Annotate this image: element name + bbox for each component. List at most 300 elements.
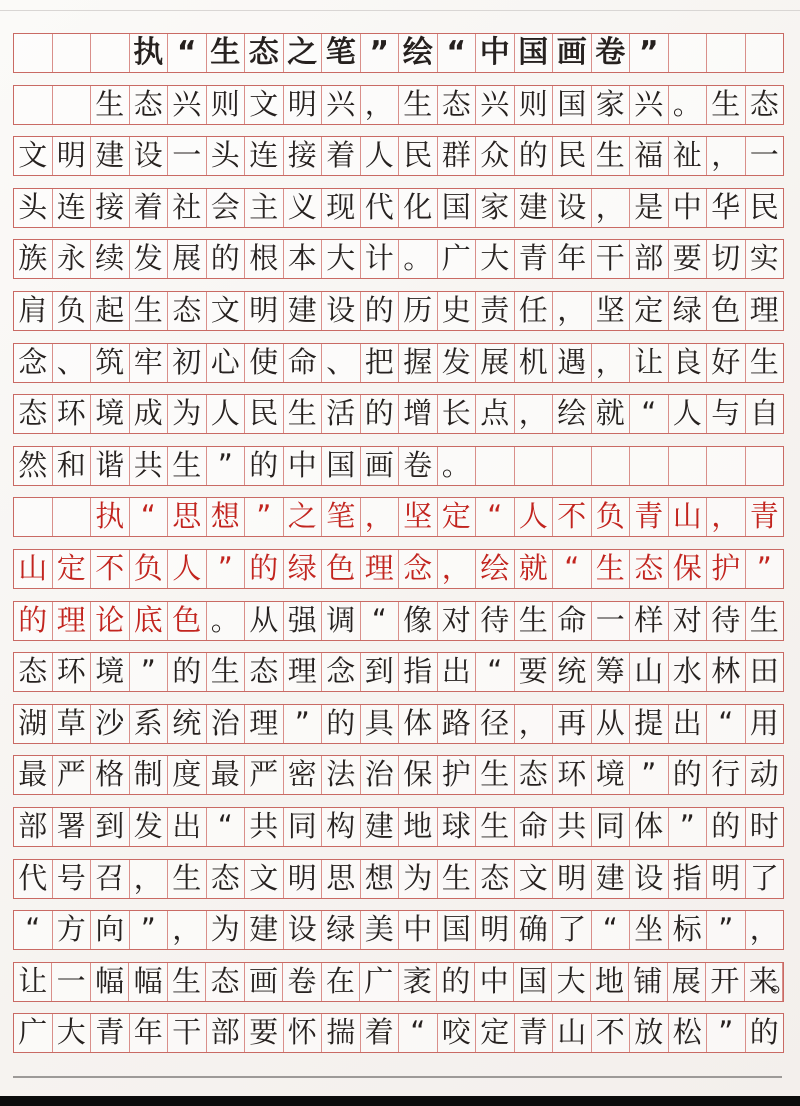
- char-cell: 人: [207, 395, 246, 433]
- char-cell: 想: [361, 860, 400, 898]
- char-cell: 根: [245, 240, 284, 278]
- char-cell: ，: [515, 705, 554, 743]
- char-cell: 的: [515, 137, 554, 175]
- char-cell: 咬: [438, 1014, 477, 1052]
- char-cell: 起: [91, 292, 130, 330]
- char-cell: 卷: [283, 963, 321, 1001]
- char-cell: ，: [361, 86, 400, 124]
- char-cell: 青: [749, 499, 779, 534]
- empty-cell: [53, 34, 92, 72]
- char-cell: 接: [91, 189, 130, 227]
- char-cell: 幅: [91, 963, 129, 1001]
- char-cell: 现: [322, 189, 361, 227]
- char-cell: “: [707, 705, 746, 743]
- empty-cell: [746, 34, 784, 72]
- char-cell: 计: [361, 240, 400, 278]
- char-cell: 绘: [476, 550, 515, 588]
- char-cell: 生: [476, 756, 515, 794]
- char-cell: 握: [399, 344, 438, 382]
- char-cell: 色: [168, 602, 207, 640]
- char-cell: “: [207, 808, 246, 846]
- char-cell: 家: [592, 86, 631, 124]
- char-cell: 从: [592, 705, 631, 743]
- char-cell: 中: [475, 963, 513, 1001]
- char-cell: 制: [130, 756, 169, 794]
- char-cell: 地: [591, 963, 629, 1001]
- char-cell: 指: [399, 653, 438, 691]
- char-cell: 要: [245, 1014, 284, 1052]
- char-cell: 理: [749, 292, 779, 327]
- char-cell: “: [130, 498, 169, 536]
- empty-cell: [476, 447, 515, 485]
- char-cell: 青: [515, 240, 554, 278]
- char-cell: 署: [53, 808, 92, 846]
- char-cell: 是: [630, 189, 669, 227]
- char-cell: 放: [630, 1014, 669, 1052]
- char-cell: 心: [207, 344, 246, 382]
- char-cell: 不: [91, 550, 130, 588]
- empty-cell: [91, 34, 130, 72]
- char-cell: 论: [91, 602, 130, 640]
- char-cell: 生: [749, 344, 779, 379]
- char-cell: ”: [130, 653, 169, 691]
- char-cell: 设: [322, 292, 361, 330]
- char-grid: [13, 33, 799, 1065]
- char-cell: 同: [284, 808, 323, 846]
- char-cell: 。: [207, 602, 246, 640]
- essay-row: [13, 136, 784, 176]
- char-cell: 的: [14, 602, 53, 640]
- empty-cell: [746, 447, 784, 485]
- char-cell: 着: [361, 1014, 400, 1052]
- char-cell: 和: [53, 447, 92, 485]
- char-cell: 大: [476, 240, 515, 278]
- char-cell: 负: [130, 550, 169, 588]
- char-cell: 球: [438, 808, 477, 846]
- char-cell: 干: [168, 1014, 207, 1052]
- char-cell: ，: [707, 137, 746, 175]
- char-cell: 生: [207, 653, 246, 691]
- empty-cell: [592, 447, 631, 485]
- char-cell: 态: [14, 653, 53, 691]
- char-cell: 沙: [91, 705, 130, 743]
- essay-row: [13, 755, 784, 795]
- char-cell: 动: [749, 757, 779, 792]
- char-cell: 的: [168, 653, 207, 691]
- char-cell: 生: [168, 447, 207, 485]
- char-cell: 环: [53, 653, 92, 691]
- char-cell: 田: [749, 654, 779, 689]
- essay-row: [13, 1013, 784, 1053]
- char-cell: 建: [592, 860, 631, 898]
- char-cell: 绘: [399, 34, 438, 72]
- char-cell: 绿: [284, 550, 323, 588]
- char-cell: 理: [284, 653, 323, 691]
- char-cell: 卷: [592, 34, 631, 72]
- char-cell: 确: [515, 911, 554, 949]
- char-cell: “: [168, 34, 207, 72]
- char-cell: 态: [245, 34, 284, 72]
- char-cell: 具: [361, 705, 400, 743]
- char-cell: 初: [168, 344, 207, 382]
- char-cell: 就: [592, 395, 631, 433]
- char-cell: 展: [668, 963, 706, 1001]
- char-cell: 态: [168, 292, 207, 330]
- char-cell: 出: [438, 653, 477, 691]
- char-cell: 态: [130, 86, 169, 124]
- char-cell: 路: [438, 705, 477, 743]
- char-cell: 一: [52, 963, 90, 1001]
- char-cell: 不: [592, 1014, 631, 1052]
- char-cell: 生: [592, 550, 631, 588]
- char-cell: 明: [707, 860, 746, 898]
- char-cell: 保: [669, 550, 708, 588]
- empty-cell: [53, 86, 92, 124]
- empty-cell: [707, 34, 746, 72]
- char-cell: 遇: [553, 344, 592, 382]
- char-cell: 念: [399, 550, 438, 588]
- char-cell: “: [592, 911, 631, 949]
- essay-row: [13, 859, 784, 899]
- char-cell: “: [476, 653, 515, 691]
- char-cell: 建: [284, 292, 323, 330]
- char-cell: 的: [322, 705, 361, 743]
- char-cell: 明: [476, 911, 515, 949]
- char-cell: ”: [361, 34, 400, 72]
- char-cell: 念: [322, 653, 361, 691]
- char-cell: 从: [245, 602, 284, 640]
- char-cell: 续: [91, 240, 130, 278]
- char-cell: 态: [438, 86, 477, 124]
- char-cell: 年: [553, 240, 592, 278]
- char-cell: 共: [553, 808, 592, 846]
- char-cell: ”: [245, 498, 284, 536]
- char-cell: 的: [669, 756, 708, 794]
- char-cell: 明: [53, 137, 92, 175]
- char-cell: 定: [438, 498, 477, 536]
- char-cell: 接: [284, 137, 323, 175]
- char-cell: 文: [515, 860, 554, 898]
- char-cell: 民: [245, 395, 284, 433]
- char-cell: 部: [630, 240, 669, 278]
- char-cell: 肩: [14, 292, 53, 330]
- char-cell: 林: [707, 653, 746, 691]
- char-cell: 头: [14, 189, 53, 227]
- char-cell: 态: [207, 860, 246, 898]
- empty-cell: [707, 447, 746, 485]
- char-cell: 中: [399, 911, 438, 949]
- char-cell: 建: [245, 911, 284, 949]
- char-cell: 人: [361, 137, 400, 175]
- char-cell: 实: [749, 241, 779, 276]
- char-cell: “: [361, 602, 400, 640]
- essay-row: [13, 188, 784, 228]
- char-cell: 发: [130, 808, 169, 846]
- char-cell: 兴: [476, 86, 515, 124]
- char-cell: “: [630, 395, 669, 433]
- char-cell: 设: [553, 189, 592, 227]
- char-cell: ”: [284, 705, 323, 743]
- char-cell: 态: [515, 756, 554, 794]
- char-cell: 大: [552, 963, 590, 1001]
- char-cell: 命: [284, 344, 323, 382]
- essay-row: [13, 601, 784, 641]
- char-cell: 谐: [91, 447, 130, 485]
- essay-row: [13, 85, 784, 125]
- char-cell: 严: [53, 756, 92, 794]
- char-cell: 生: [284, 395, 323, 433]
- char-cell: 着: [130, 189, 169, 227]
- char-cell: 色: [707, 292, 746, 330]
- char-cell: 明: [284, 860, 323, 898]
- char-cell: 文: [14, 137, 53, 175]
- essay-title-row: [13, 33, 784, 73]
- char-cell: 干: [592, 240, 631, 278]
- char-cell: 构: [322, 808, 361, 846]
- char-cell: 本: [284, 240, 323, 278]
- char-cell: 年: [130, 1014, 169, 1052]
- char-cell: ”: [707, 1014, 746, 1052]
- char-cell: 、: [322, 344, 361, 382]
- char-cell: 方: [53, 911, 92, 949]
- char-cell: 到: [361, 653, 400, 691]
- char-cell: 国: [553, 86, 592, 124]
- char-cell: 生: [515, 602, 554, 640]
- char-cell: 中: [284, 447, 323, 485]
- char-cell: 文: [245, 860, 284, 898]
- char-cell: 。: [399, 240, 438, 278]
- char-cell: 代: [361, 189, 400, 227]
- photo-top-crease-line: [0, 10, 800, 11]
- char-cell: 湖: [14, 705, 53, 743]
- char-cell: 生: [749, 602, 779, 637]
- char-cell: 兴: [168, 86, 207, 124]
- char-cell: 理: [361, 550, 400, 588]
- char-cell: “: [399, 1014, 438, 1052]
- char-cell: 治: [361, 756, 400, 794]
- char-cell: ”: [756, 550, 772, 585]
- char-cell: 生: [399, 86, 438, 124]
- char-cell: “: [14, 911, 53, 949]
- essay-row: [13, 704, 784, 744]
- char-cell: 不: [553, 498, 592, 536]
- char-cell: 坚: [592, 292, 631, 330]
- char-cell: 命: [515, 808, 554, 846]
- char-cell: ，: [553, 292, 592, 330]
- char-cell: 护: [438, 756, 477, 794]
- char-cell: ”: [669, 808, 708, 846]
- char-cell: 祉: [669, 137, 708, 175]
- char-cell: 环: [553, 756, 592, 794]
- char-cell: 生: [707, 86, 746, 124]
- char-cell: 兴: [630, 86, 669, 124]
- essay-row: [13, 239, 784, 279]
- char-cell: ”: [707, 911, 746, 949]
- char-cell: 发: [438, 344, 477, 382]
- empty-cell: [669, 34, 708, 72]
- char-cell: 连: [245, 137, 284, 175]
- char-cell: 明: [553, 860, 592, 898]
- char-cell: 永: [53, 240, 92, 278]
- char-cell: 的: [207, 240, 246, 278]
- char-cell: 最: [14, 756, 53, 794]
- char-cell: 人: [515, 498, 554, 536]
- char-cell: 径: [476, 705, 515, 743]
- char-cell: 态: [476, 860, 515, 898]
- char-cell: 青: [91, 1014, 130, 1052]
- char-cell: 再: [553, 705, 592, 743]
- page-bottom-rule-line: [13, 1076, 782, 1078]
- char-cell: 态: [14, 395, 53, 433]
- char-cell: 建: [91, 137, 130, 175]
- char-cell: 执: [130, 34, 169, 72]
- char-cell: 中: [476, 34, 515, 72]
- char-cell: 护: [707, 550, 746, 588]
- char-cell: 法: [322, 756, 361, 794]
- char-cell: 生: [91, 86, 130, 124]
- char-cell: 同: [592, 808, 631, 846]
- char-cell: ，: [168, 911, 207, 949]
- char-cell: 展: [476, 344, 515, 382]
- char-cell: 生: [592, 137, 631, 175]
- char-cell: 对: [438, 602, 477, 640]
- char-cell: 调: [322, 602, 361, 640]
- char-cell: 境: [592, 756, 631, 794]
- char-cell: 福: [630, 137, 669, 175]
- char-cell: 之: [284, 498, 323, 536]
- char-cell: 的: [245, 550, 284, 588]
- char-cell: 的: [361, 292, 400, 330]
- char-cell: 生: [130, 292, 169, 330]
- char-cell: 民: [399, 137, 438, 175]
- char-cell: 人: [168, 550, 207, 588]
- essay-row: [13, 807, 784, 847]
- char-cell: 格: [91, 756, 130, 794]
- char-cell: 中: [669, 189, 708, 227]
- char-cell: 让: [630, 344, 669, 382]
- char-cell: 设: [630, 860, 669, 898]
- char-cell: 密: [284, 756, 323, 794]
- essay-row: [13, 910, 784, 950]
- char-cell: ，: [707, 498, 746, 536]
- char-cell: 念: [14, 344, 53, 382]
- char-cell: 为: [168, 395, 207, 433]
- char-cell: 主: [245, 189, 284, 227]
- char-cell: 到: [91, 808, 130, 846]
- char-cell: 然: [14, 447, 53, 485]
- char-cell: 标: [669, 911, 708, 949]
- char-cell: 华: [707, 189, 746, 227]
- char-cell: 。: [669, 86, 708, 124]
- char-cell: ，: [749, 912, 779, 947]
- empty-cell: [14, 34, 53, 72]
- char-cell: 的: [361, 395, 400, 433]
- char-cell: 山: [14, 550, 53, 588]
- char-cell: ，: [592, 344, 631, 382]
- char-cell: 任: [515, 292, 554, 330]
- char-cell: 则: [515, 86, 554, 124]
- char-cell: 绘: [553, 395, 592, 433]
- char-cell: 要: [515, 653, 554, 691]
- char-cell: 山: [630, 653, 669, 691]
- char-cell: 为: [399, 860, 438, 898]
- char-cell: 筹: [592, 653, 631, 691]
- char-cell: 笔: [322, 498, 361, 536]
- char-cell: 家: [476, 189, 515, 227]
- char-cell: 长: [438, 395, 477, 433]
- char-cell: 山: [553, 1014, 592, 1052]
- char-cell: 卷: [399, 447, 438, 485]
- char-cell: 明: [245, 292, 284, 330]
- char-cell: 态: [749, 86, 779, 121]
- char-cell: 最: [207, 756, 246, 794]
- char-cell: 群: [438, 137, 477, 175]
- char-cell: 就: [515, 550, 554, 588]
- essay-row: [13, 446, 784, 486]
- char-cell: 一: [749, 138, 779, 173]
- char-cell: 设: [130, 137, 169, 175]
- char-cell: 部: [207, 1014, 246, 1052]
- char-cell: 广: [360, 963, 398, 1001]
- char-cell: 点: [476, 395, 515, 433]
- char-cell: 民: [553, 137, 592, 175]
- char-cell: 水: [669, 653, 708, 691]
- char-cell: 牢: [130, 344, 169, 382]
- char-cell: 绿: [669, 292, 708, 330]
- char-cell: 之: [284, 34, 323, 72]
- char-cell: 山: [669, 498, 708, 536]
- char-cell: 定: [53, 550, 92, 588]
- char-cell: ”: [630, 756, 669, 794]
- char-cell: 袤: [399, 963, 437, 1001]
- char-cell: 青: [630, 498, 669, 536]
- char-cell: 态: [245, 653, 284, 691]
- char-cell: ，: [361, 498, 400, 536]
- char-cell: 着: [322, 137, 361, 175]
- char-cell: 明: [284, 86, 323, 124]
- char-cell: 连: [53, 189, 92, 227]
- char-cell: ，: [515, 395, 554, 433]
- char-cell: 一: [592, 602, 631, 640]
- char-cell: 族: [14, 240, 53, 278]
- char-cell: 生: [207, 34, 246, 72]
- char-cell: 负: [53, 292, 92, 330]
- char-cell: 态: [206, 963, 244, 1001]
- char-cell: 坚: [399, 498, 438, 536]
- char-cell: 众: [476, 137, 515, 175]
- essay-row: [13, 291, 784, 331]
- char-cell: 青: [515, 1014, 554, 1052]
- char-cell: 执: [91, 498, 130, 536]
- char-cell: 笔: [322, 34, 361, 72]
- char-cell: 严: [245, 756, 284, 794]
- char-cell: 境: [91, 653, 130, 691]
- char-cell: 画: [553, 34, 592, 72]
- char-cell: 体: [399, 705, 438, 743]
- char-cell: 理: [245, 705, 284, 743]
- char-cell: 来: [745, 963, 783, 1001]
- char-cell: 的: [707, 808, 746, 846]
- char-cell: 揣: [322, 1014, 361, 1052]
- char-cell: 出: [168, 808, 207, 846]
- empty-cell: [53, 498, 92, 536]
- char-cell: 机: [515, 344, 554, 382]
- char-cell: 共: [245, 808, 284, 846]
- char-cell: ”: [207, 550, 246, 588]
- char-cell: 统: [553, 653, 592, 691]
- char-cell: 提: [630, 705, 669, 743]
- char-cell: 生: [168, 860, 207, 898]
